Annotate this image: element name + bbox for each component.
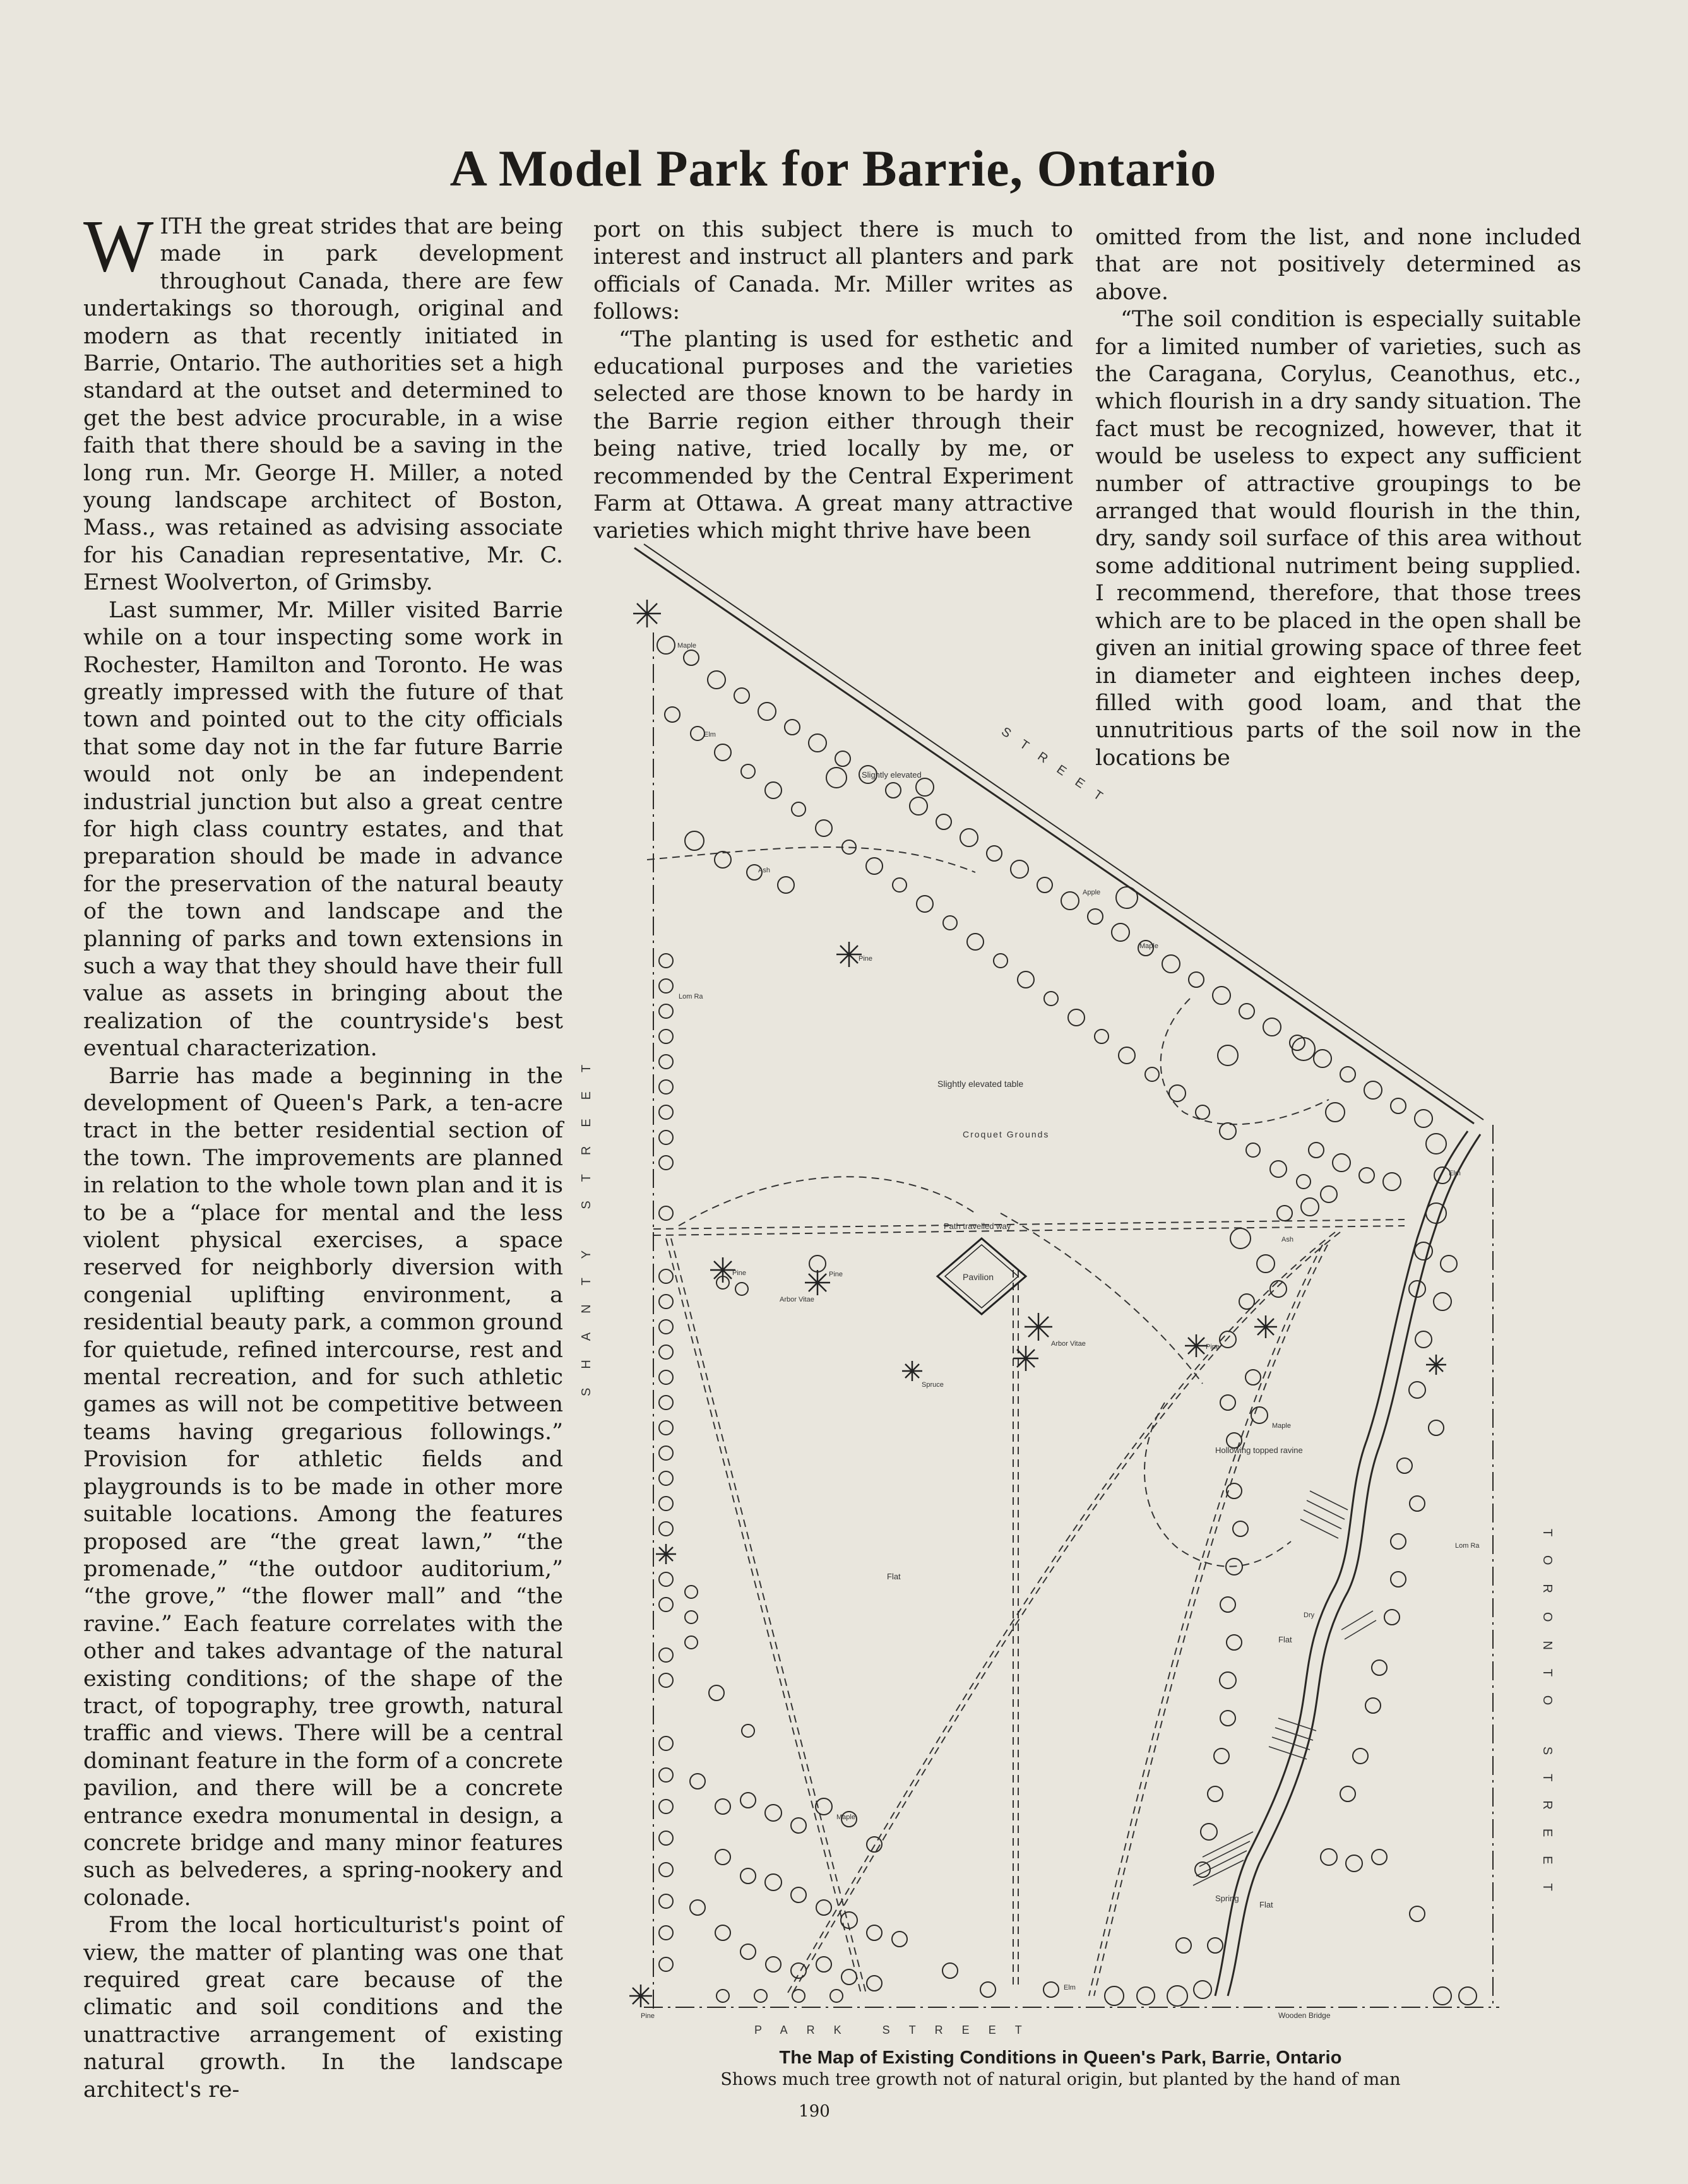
label-path: Path travelled way [944, 1221, 1011, 1231]
label-flat-3: Flat [1259, 1900, 1273, 1909]
tree-label-ash-2: Ash [1281, 1236, 1293, 1243]
tree-label-pine-3: Pine [829, 1271, 843, 1278]
paragraph-7: omitted from the list, and none included that are not positively determined as above. [1095, 225, 1581, 305]
tree-label-elm-2: Elm [1449, 1170, 1461, 1177]
deciduous-trees [657, 636, 1477, 2006]
tree-label-lomra-1: Lom Ra [679, 993, 703, 1000]
tree-label-pine-1: Pine [859, 955, 873, 963]
caption-subtitle: Shows much tree growth not of natural origin, but planted by the hand of man [720, 2070, 1401, 2089]
paragraph-1 [83, 205, 563, 597]
label-bridge: Wooden Bridge [1278, 2011, 1331, 2020]
paragraph-6: “The planting is used for esthetic and educational purposes and the varieties selected are those known to be hardy in the Barrie region either through their being native, tried locally by me, or recommended by the Central Experiment Farm at Ottawa. A great many attractive varieties which might thrive have been [593, 326, 1073, 544]
label-spring: Spring [1215, 1894, 1239, 1903]
paragraph-8: “The soil condition is especially suitable for a limited number of varieties, such as the Caragana, Corylus, Ceanothus, etc., which flourish in a dry sandy situation. The fact must be recognized, however, that it would be useless to expect any sufficient number of attractive groupings to be arranged that would flourish in the thin, dry, sandy soil surface of this area without some additional nutriment being supplied. I recommend, therefore, that those trees which are to be placed in the open shall be given an initial growing space of three feet in diameter and eighteen inches deep, filled with good loam, and that the unnutritious parts of the soil now in the locations be [1095, 307, 1581, 771]
tree-label-pine-2: Pine [732, 1269, 747, 1277]
page-number: 190 [799, 2102, 830, 2121]
label-left-street: SHANTY STREET [580, 1045, 593, 1396]
label-flat-2: Flat [1278, 1635, 1292, 1644]
tree-label-apple-1: Apple [1083, 889, 1101, 896]
label-ravine: Hollowing topped ravine [1215, 1445, 1303, 1455]
tree-label-maple-4: Maple [836, 1813, 855, 1821]
tree-label-pine-5: Pine [641, 2012, 655, 2020]
tree-label-spruce-1: Spruce [922, 1381, 944, 1389]
article-title: A Model Park for Barrie, Ontario [449, 139, 1217, 197]
tree-label-lomra-2: Lom Ra [1455, 1542, 1480, 1550]
tree-label-dry-1: Dry [1304, 1611, 1315, 1619]
label-bottom-street: PARK STREET [754, 2024, 1041, 2036]
label-croquet-grounds: Croquet Grounds [963, 1129, 1050, 1139]
tree-label-elm-3: Elm [1064, 1984, 1076, 1991]
label-elevated-table: Slightly elevated table [937, 1079, 1024, 1089]
paragraph-5: port on this subject there is much to interest and instruct all planters and park officials of Canada. Mr. Miller writes as follows: [593, 217, 1073, 325]
ravine-hatching [1193, 1491, 1376, 1885]
map-caption [631, 2048, 1490, 2089]
paragraph-3: Barrie has made a beginning in the development of Queen's Park, a ten-acre tract in the better residential section of the town. The improvements are planned in relation to the whole town plan and it is to be a “place for mental and the less violent physical exercises, a space reserved for neighborly diversion with congenial uplifting environment, a residential beauty park, a common ground for quietude, refined intercourse, rest and mental recreation, and for such athletic games as will not be competitive between teams having gregarious followings.” Provision for athletic fields and playgrounds is to be made in other more suitable locations. Among the features proposed are “the great lawn,” “the promenade,” “the outdoor auditorium,” “the grove,” “the flower mall” and “the ravine.” Each feature correlates with the other and takes advantage of the natural existing conditions; of the shape of the tract, of topography, tree growth, natural traffic and views. There will be a central dominant feature in the form of a concrete pavilion, and there will be a concrete entrance exedra monumental in design, a concrete bridge and many minor features such as belvederes, a spring-nookery and colonade. [83, 1063, 563, 1911]
label-flat-1: Flat [887, 1572, 901, 1581]
pine-trees [629, 600, 1446, 2007]
diagonal-street [634, 544, 1483, 1124]
tree-label-maple-1: Maple [677, 642, 696, 650]
tree-label-maple-3: Maple [1272, 1422, 1291, 1430]
column-2 [593, 217, 1073, 545]
dashed-paths [647, 847, 1405, 1996]
label-right-street: TORONTO STREET [1540, 1529, 1554, 1910]
park-map [580, 544, 1581, 2059]
column-1 [83, 205, 563, 2104]
label-diagonal-street: STREET [999, 724, 1117, 812]
label-slightly-elevated: Slightly elevated [862, 770, 922, 780]
tree-label-maple-2: Maple [1139, 942, 1158, 950]
tree-labels [641, 642, 1480, 2020]
tree-label-pine-4: Pine [1206, 1343, 1220, 1351]
tree-label-arbor-2: Arbor Vitae [1051, 1340, 1086, 1348]
caption-title: The Map of Existing Conditions in Queen's Park, Barrie, Ontario [779, 2048, 1342, 2068]
label-pavilion: Pavilion [963, 1272, 994, 1282]
paragraph-2: Last summer, Mr. Miller visited Barrie while on a tour inspecting some work in Rochester, Hamilton and Toronto. He was greatly impressed with the future of that town and pointed out to the city officials that some day not in the far future Barrie would not only be an independent industrial junction but also a great centre for high class country estates, and that preparation should be made in advance for the preservation of the natural beauty of the town and landscape and the planning of parks and town extensions in such a way that they should have their full value as assets in bringing about the realization of the countryside's best eventual characterization. [83, 597, 563, 1062]
drop-cap: W [83, 205, 154, 287]
paragraph-1-text: ITH the great strides that are being made in park development throughout Canada, there are few undertakings so thorough, original and modern as that recently initiated in Barrie, Ontario. The authorities set a high standard at the outset and determined to get the best advice procurable, in a wise faith that there should be a saving in the long run. Mr. George H. Miller, a noted young landscape architect of Boston, Mass., was retained as advising associate for his Canadian representative, Mr. C. Ernest Woolverton, of Grimsby. [83, 214, 563, 596]
tree-label-elm-1: Elm [704, 731, 716, 739]
paragraph-4: From the local horticulturist's point of view, the matter of planting was one that required great care because of the climatic and soil conditions and the unattractive arrangement of existing natural growth. In the landscape architect's re- [83, 1913, 563, 2103]
tree-label-ash-1: Ash [758, 867, 770, 874]
tree-label-arbor-1: Arbor Vitae [780, 1296, 814, 1303]
